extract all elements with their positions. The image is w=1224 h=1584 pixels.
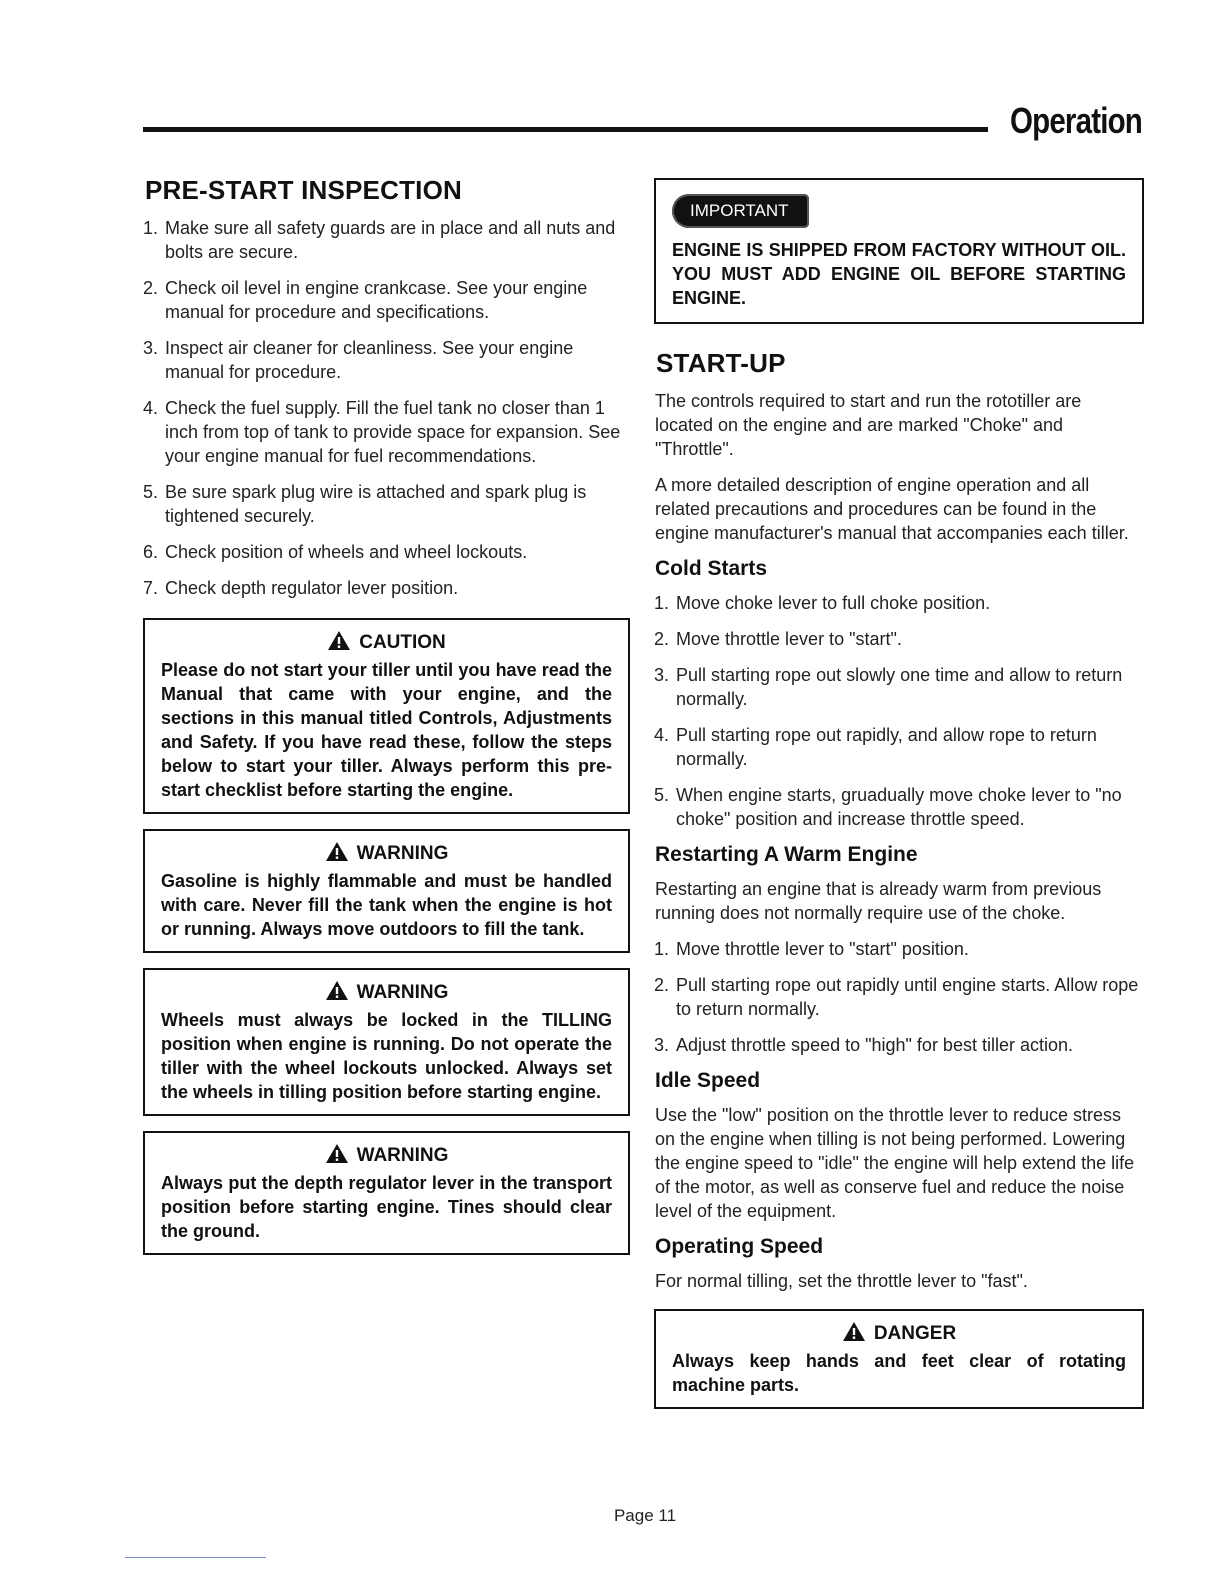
- list-item: [654, 973, 1144, 1021]
- warning-box: [143, 1131, 630, 1255]
- step-text: Check oil level in engine crankcase. See your engine manual for procedure and specifications.: [165, 278, 588, 322]
- page-section-title: Operation: [1009, 100, 1142, 141]
- warning-triangle-icon: [325, 1143, 349, 1164]
- right-column: [654, 178, 1144, 1424]
- pre-start-steps: [143, 216, 630, 600]
- list-item: [654, 783, 1144, 831]
- list-item: [654, 723, 1144, 771]
- danger-box: [654, 1309, 1144, 1409]
- warning-label: WARNING: [356, 843, 449, 864]
- idle-speed-text: Use the "low" position on the throttle lever to reduce stress on the engine when tilling is not being performed. Lowering the engine speed to "idle" the engine will help extend the life of the motor, as well as conserve fuel and reduce the noise level of the equipment.: [655, 1105, 1135, 1221]
- step-text: Check depth regulator lever position.: [165, 578, 459, 598]
- step-text: Move choke lever to full choke position.: [676, 593, 991, 613]
- list-item: [143, 336, 630, 384]
- step-number: 2.: [654, 975, 670, 995]
- warning-label: WARNING: [356, 1145, 449, 1166]
- step-text: Move throttle lever to "start".: [676, 629, 902, 649]
- warm-engine-intro: Restarting an engine that is already warm from previous running does not normally require use of the choke.: [655, 879, 1102, 923]
- pre-start-heading: PRE-START INSPECTION: [145, 175, 462, 205]
- startup-heading: START-UP: [656, 348, 786, 378]
- step-number: 3.: [654, 1035, 670, 1055]
- step-number: 5.: [143, 482, 159, 502]
- step-text: Adjust throttle speed to "high" for best tiller action.: [676, 1035, 1073, 1055]
- list-item: [654, 591, 1144, 615]
- warning-box: [143, 829, 630, 953]
- list-item: [143, 216, 630, 264]
- page-number: Page 11: [613, 1506, 677, 1525]
- step-text: Pull starting rope out rapidly until engine starts. Allow rope to return normally.: [676, 975, 1139, 1019]
- startup-paragraph: A more detailed description of engine operation and all related precautions and procedures can be found in the engine manufacturer's manual that accompanies each tiller.: [655, 475, 1129, 543]
- warning-triangle-icon: [325, 980, 349, 1001]
- list-item: [143, 480, 630, 528]
- operating-speed-heading: Operating Speed: [655, 1235, 824, 1258]
- warning-text: Always put the depth regulator lever in the transport position before starting engine. Tines should clear the ground.: [161, 1173, 612, 1241]
- warning-header: [161, 841, 612, 866]
- step-number: 4.: [654, 725, 670, 745]
- list-item: [654, 937, 1144, 961]
- step-number: 2.: [654, 629, 670, 649]
- step-text: Check position of wheels and wheel lockouts.: [165, 542, 528, 562]
- danger-header: [672, 1321, 1126, 1346]
- danger-label: DANGER: [873, 1323, 957, 1344]
- step-text: Pull starting rope out rapidly, and allow rope to return normally.: [676, 725, 1097, 769]
- cold-starts-steps: [654, 591, 1144, 831]
- step-number: 4.: [143, 398, 159, 418]
- warning-triangle-icon: [325, 841, 349, 862]
- warning-header: [161, 1143, 612, 1168]
- step-number: 6.: [143, 542, 159, 562]
- step-number: 3.: [654, 665, 670, 685]
- warning-label: WARNING: [356, 982, 449, 1003]
- operating-speed-text: For normal tilling, set the throttle lever to "fast".: [655, 1271, 1028, 1291]
- list-item: [143, 576, 630, 600]
- list-item: [143, 276, 630, 324]
- step-text: Move throttle lever to "start" position.: [676, 939, 969, 959]
- important-box: [654, 178, 1144, 324]
- step-text: Be sure spark plug wire is attached and spark plug is tightened securely.: [165, 482, 587, 526]
- step-number: 5.: [654, 785, 670, 805]
- warning-text: Gasoline is highly flammable and must be handled with care. Never fill the tank when the engine is hot or running. Always move outdoors to fill the tank.: [161, 871, 612, 939]
- danger-text: Always keep hands and feet clear of rotating machine parts.: [672, 1351, 1126, 1395]
- important-badge: IMPORTANT: [672, 194, 809, 228]
- step-text: When engine starts, gruadually move choke lever to "no choke" position and increase throttle speed.: [676, 785, 1122, 829]
- list-item: [654, 663, 1144, 711]
- warm-engine-steps: [654, 937, 1144, 1057]
- important-text: ENGINE IS SHIPPED FROM FACTORY WITHOUT OIL. YOU MUST ADD ENGINE OIL BEFORE STARTING ENGINE.: [672, 240, 1126, 308]
- caution-header: [161, 630, 612, 655]
- step-number: 1.: [143, 218, 159, 238]
- list-item: [143, 396, 630, 468]
- warning-box: [143, 968, 630, 1116]
- step-text: Make sure all safety guards are in place and all nuts and bolts are secure.: [165, 218, 616, 262]
- warning-text: Wheels must always be locked in the TILLING position when engine is running. Do not operate the tiller with the wheel lockouts unlocked. Always set the wheels in tilling position before starting engine.: [161, 1010, 612, 1102]
- startup-paragraph: The controls required to start and run the rototiller are located on the engine and are marked "Choke" and "Throttle".: [655, 391, 1082, 459]
- warning-triangle-icon: [327, 630, 351, 651]
- footer-line: [125, 1557, 266, 1558]
- idle-speed-heading: Idle Speed: [655, 1069, 761, 1092]
- step-number: 7.: [143, 578, 159, 598]
- left-column: [143, 175, 630, 1270]
- step-number: 1.: [654, 593, 670, 613]
- warning-triangle-icon: [842, 1321, 866, 1342]
- warning-header: [161, 980, 612, 1005]
- caution-box: [143, 618, 630, 814]
- caution-text: Please do not start your tiller until you have read the Manual that came with your engine, and the sections in this manual titled Controls, Adjustments and Safety. If you have read these, follow the steps below to start your tiller. Always perform this pre-start checklist before starting the engine.: [161, 660, 612, 800]
- caution-label: CAUTION: [359, 632, 446, 653]
- step-text: Inspect air cleaner for cleanliness. See your engine manual for procedure.: [165, 338, 574, 382]
- step-number: 1.: [654, 939, 670, 959]
- step-text: Pull starting rope out slowly one time and allow to return normally.: [676, 665, 1123, 709]
- cold-starts-heading: Cold Starts: [655, 557, 768, 580]
- header-rule: [143, 127, 988, 132]
- step-number: 3.: [143, 338, 159, 358]
- list-item: [654, 627, 1144, 651]
- warm-engine-heading: Restarting A Warm Engine: [655, 843, 918, 866]
- list-item: [143, 540, 630, 564]
- list-item: [654, 1033, 1144, 1057]
- step-number: 2.: [143, 278, 159, 298]
- step-text: Check the fuel supply. Fill the fuel tank no closer than 1 inch from top of tank to provide space for expansion. See your engine manual for fuel recommendations.: [165, 398, 621, 466]
